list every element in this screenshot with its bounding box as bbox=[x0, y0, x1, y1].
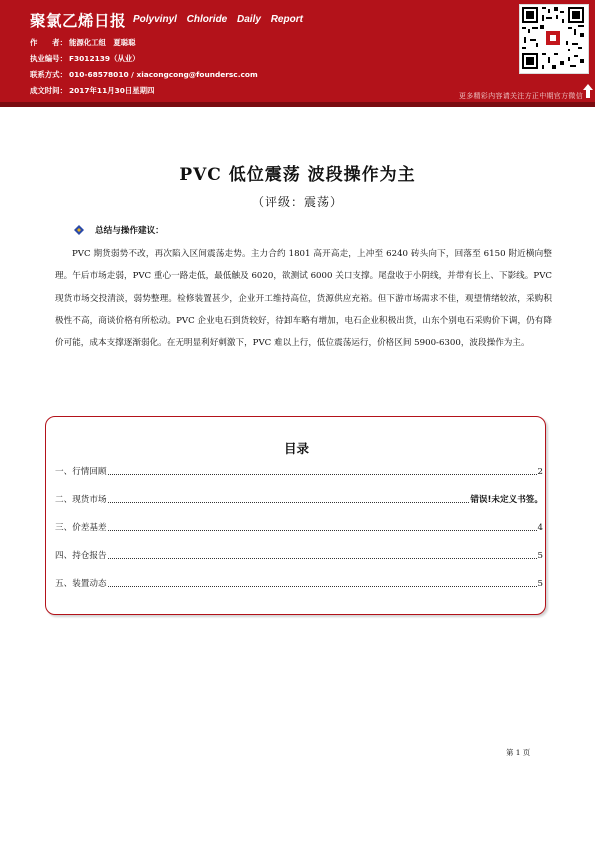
author-label: 作 者： bbox=[30, 38, 67, 47]
toc-entry[interactable] bbox=[55, 493, 543, 505]
author-value: 能源化工组 夏聪聪 bbox=[68, 38, 136, 47]
page-number: 第 1 页 bbox=[506, 748, 531, 757]
toc-entry-page: 4 bbox=[537, 523, 543, 533]
license-value: F3012139（从业） bbox=[68, 54, 140, 63]
follow-wechat-text[interactable]: 更多精彩内容请关注方正中期官方微信 bbox=[458, 92, 583, 100]
report-headline: PVC 低位震荡 波段操作为主 bbox=[179, 165, 416, 185]
author-row bbox=[30, 37, 136, 48]
toc-entry-page: 2 bbox=[537, 467, 543, 477]
toc-leader-dots bbox=[108, 585, 537, 587]
report-rating: （评级：震荡） bbox=[251, 195, 343, 209]
contact-label: 联系方式： bbox=[30, 70, 67, 79]
date-row bbox=[30, 85, 154, 96]
toc-entry[interactable] bbox=[55, 521, 543, 533]
toc-entry-label: 一、行情回顾 bbox=[55, 467, 107, 477]
toc-entry[interactable] bbox=[55, 465, 543, 477]
summary-paragraph: PVC 期货弱势不改，再次陷入区间震荡走势。主力合约 1801 高开高走，上冲至 6240 砖头向下，回落至 6150 附近横向整理。午后市场走弱，PVC 重心一路走低，最低触及 6020，欲测试 6000 关口支撑。尾盘收于小阴线，并带有长上、下影线。PVC 现货市场交投清淡，弱势整理。检修装置甚少，企业开工维持高位，货源供应充裕。但下游市场需求不佳，观望情绪较浓，采购积极性不高，商谈价格有所松动。PVC 企业电石到货较好，待卸车略有增加，电石企业积极出货，山东个别电石采购价下调，仍有降价可能，成本支撑逐渐弱化。在无明显利好刺激下，PVC 难以上行，低位震荡运行，价格区间 5900-6300，波段操作为主。 bbox=[55, 249, 552, 349]
wechat-qr-code-icon bbox=[519, 4, 589, 74]
report-title-cn: 聚氯乙烯日报 bbox=[30, 12, 127, 30]
toc-entry-label: 五、装置动态 bbox=[55, 579, 107, 589]
contact-row bbox=[30, 69, 258, 80]
toc-leader-dots bbox=[108, 473, 537, 475]
toc-entry-page: 5 bbox=[537, 551, 543, 561]
arrow-up-icon bbox=[583, 84, 593, 98]
toc-leader-dots bbox=[108, 529, 537, 531]
toc-entry-label: 二、现货市场 bbox=[55, 495, 107, 505]
toc-entry[interactable] bbox=[55, 577, 543, 589]
toc-entry[interactable] bbox=[55, 549, 543, 561]
toc-entry-label: 四、持仓报告 bbox=[55, 551, 107, 561]
toc-entry-page: 5 bbox=[537, 579, 543, 589]
toc-leader-dots bbox=[108, 557, 537, 559]
table-of-contents bbox=[45, 416, 546, 615]
date-value: 2017年11月30日星期四 bbox=[68, 86, 155, 95]
report-title-en: Polyvinyl Chloride Daily Report bbox=[133, 14, 303, 25]
header-divider bbox=[0, 102, 595, 107]
license-label: 执业编号： bbox=[30, 54, 67, 63]
toc-entry-page: 错误!未定义书签。 bbox=[470, 495, 543, 505]
toc-leader-dots bbox=[108, 501, 470, 503]
bullet-diamond-icon bbox=[74, 225, 84, 235]
toc-entry-label: 三、价差基差 bbox=[55, 523, 107, 533]
report-header bbox=[0, 0, 595, 102]
toc-title: 目录 bbox=[283, 441, 309, 456]
license-row bbox=[30, 53, 140, 64]
summary-heading: 总结与操作建议： bbox=[95, 226, 164, 236]
date-label: 成文时间： bbox=[30, 86, 67, 95]
contact-value[interactable]: 010-68578010 / xiacongcong@foundersc.com bbox=[68, 70, 258, 79]
